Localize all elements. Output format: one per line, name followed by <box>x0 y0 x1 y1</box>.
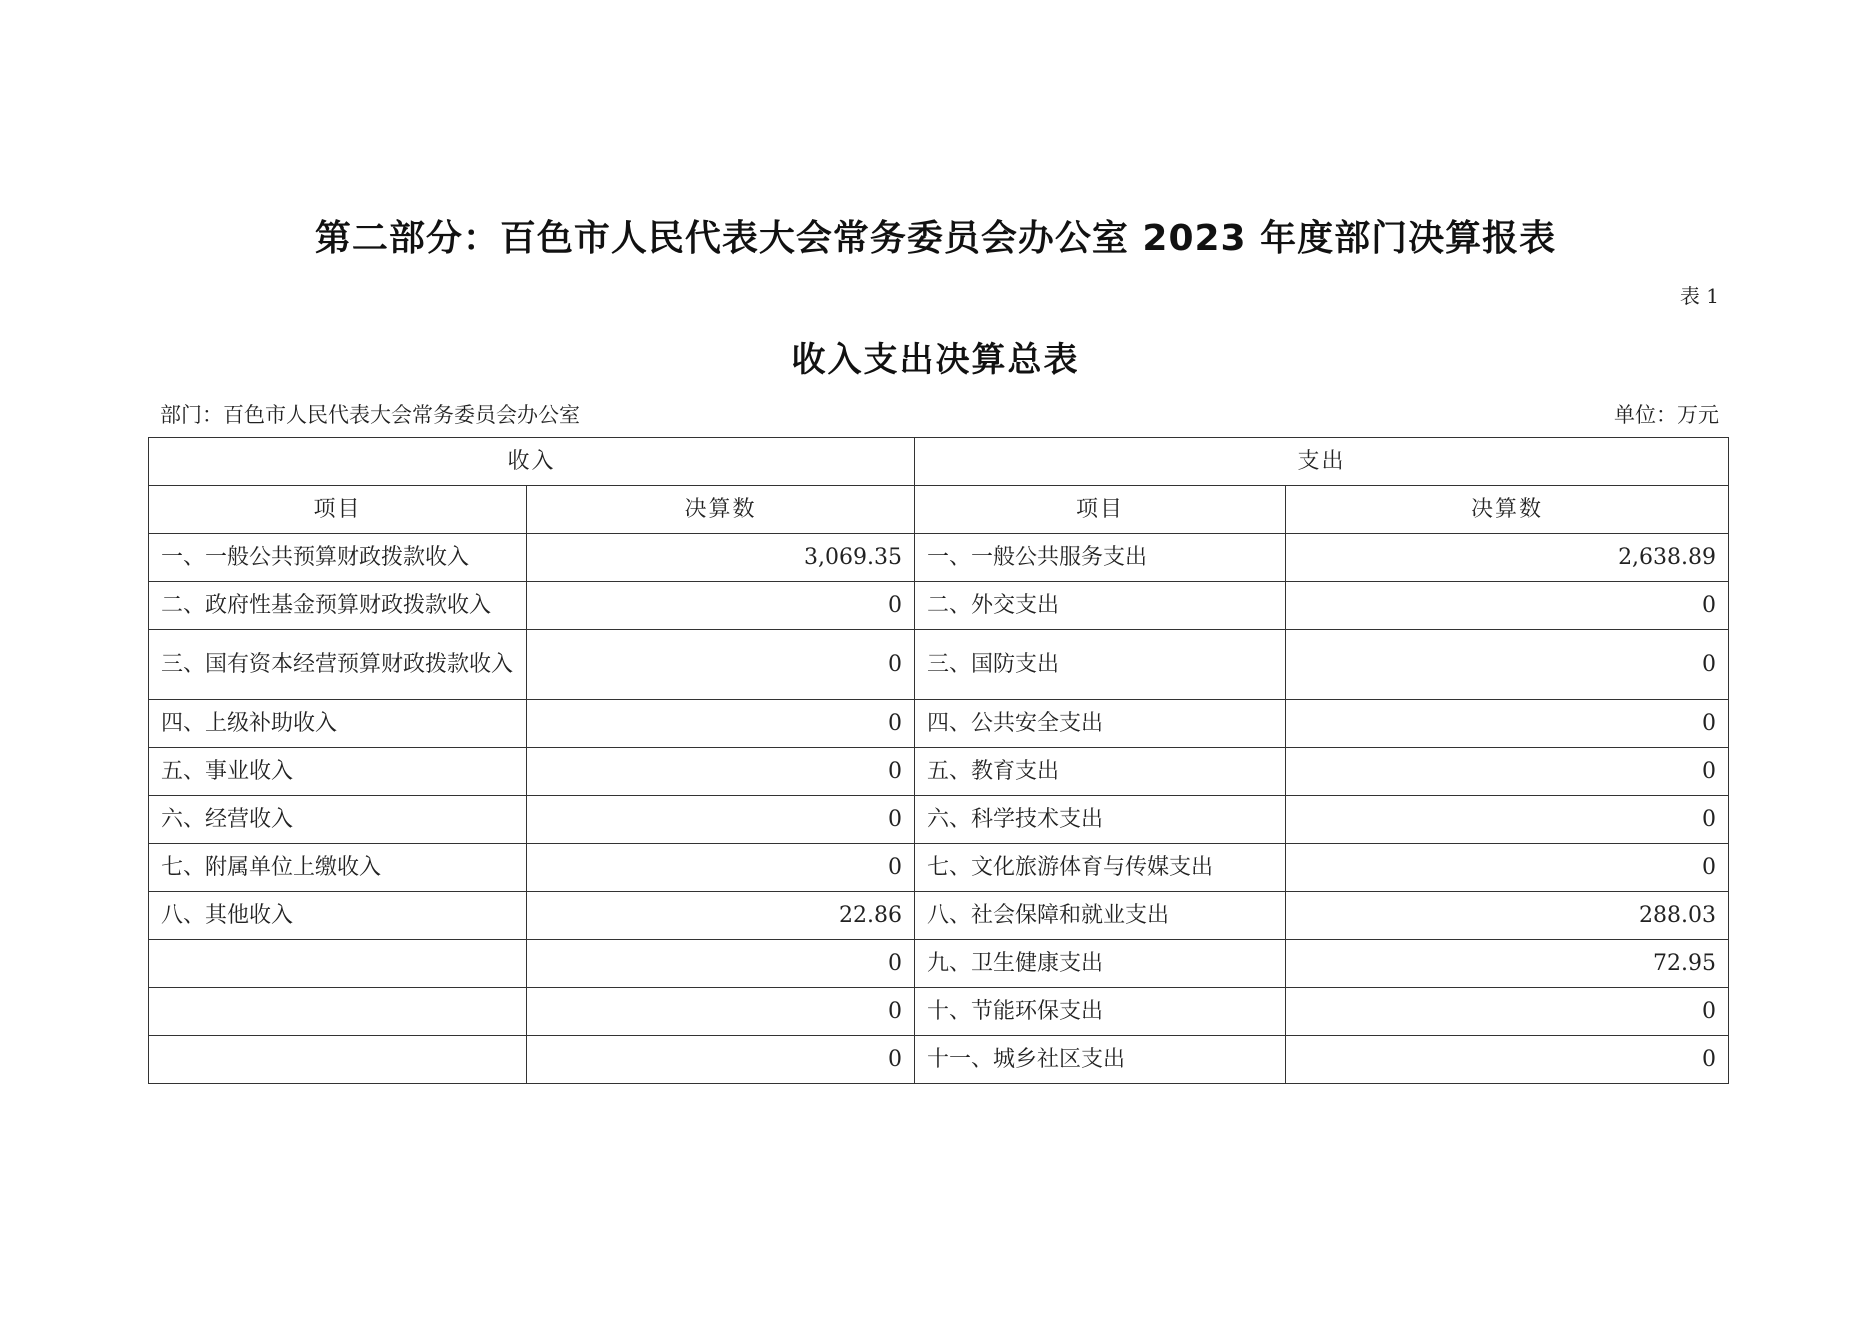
table-row <box>149 796 1729 844</box>
table-row <box>149 630 1729 700</box>
income-item: 七、附属单位上缴收入 <box>149 844 527 892</box>
table-number: 表 1 <box>1679 284 1719 308</box>
expense-item: 一、一般公共服务支出 <box>915 534 1286 582</box>
income-item: 一、一般公共预算财政拨款收入 <box>149 534 527 582</box>
income-header: 收入 <box>149 438 915 486</box>
expense-amount: 288.03 <box>1286 892 1729 940</box>
unit-label: 单位：万元 <box>1614 403 1719 427</box>
income-amount: 3,069.35 <box>527 534 915 582</box>
income-amount: 0 <box>527 1036 915 1084</box>
expense-item: 二、外交支出 <box>915 582 1286 630</box>
expense-item: 五、教育支出 <box>915 748 1286 796</box>
main-title: 第二部分：百色市人民代表大会常务委员会办公室 2023 年度部门决算报表 <box>314 218 1557 259</box>
table-row <box>149 748 1729 796</box>
table-row <box>149 892 1729 940</box>
income-item <box>149 940 527 988</box>
income-amount: 22.86 <box>527 892 915 940</box>
expense-item: 六、科学技术支出 <box>915 796 1286 844</box>
income-item: 三、国有资本经营预算财政拨款收入 <box>149 630 527 700</box>
expense-item: 八、社会保障和就业支出 <box>915 892 1286 940</box>
income-amount-header: 决算数 <box>527 486 915 534</box>
expense-amount: 2,638.89 <box>1286 534 1729 582</box>
expense-amount: 0 <box>1286 1036 1729 1084</box>
table-row <box>149 940 1729 988</box>
expense-item: 九、卫生健康支出 <box>915 940 1286 988</box>
income-amount: 0 <box>527 988 915 1036</box>
expense-amount: 0 <box>1286 796 1729 844</box>
income-amount: 0 <box>527 796 915 844</box>
income-item: 六、经营收入 <box>149 796 527 844</box>
table-title: 收入支出决算总表 <box>791 340 1080 380</box>
expense-item-header: 项目 <box>915 486 1286 534</box>
expense-amount: 0 <box>1286 748 1729 796</box>
expense-item: 四、公共安全支出 <box>915 700 1286 748</box>
table-row <box>149 988 1729 1036</box>
expense-header: 支出 <box>915 438 1729 486</box>
income-amount: 0 <box>527 844 915 892</box>
expense-amount-header: 决算数 <box>1286 486 1729 534</box>
expense-amount: 0 <box>1286 630 1729 700</box>
income-amount: 0 <box>527 700 915 748</box>
expense-item: 十、节能环保支出 <box>915 988 1286 1036</box>
expense-amount: 0 <box>1286 700 1729 748</box>
department-label: 部门：百色市人民代表大会常务委员会办公室 <box>160 403 580 427</box>
income-expense-table <box>148 437 1729 1084</box>
expense-amount: 72.95 <box>1286 940 1729 988</box>
expense-amount: 0 <box>1286 988 1729 1036</box>
income-amount: 0 <box>527 630 915 700</box>
column-header-row <box>149 486 1729 534</box>
income-item: 二、政府性基金预算财政拨款收入 <box>149 582 527 630</box>
expense-item: 十一、城乡社区支出 <box>915 1036 1286 1084</box>
expense-amount: 0 <box>1286 844 1729 892</box>
income-item-header: 项目 <box>149 486 527 534</box>
table-row <box>149 844 1729 892</box>
expense-item: 七、文化旅游体育与传媒支出 <box>915 844 1286 892</box>
income-amount: 0 <box>527 748 915 796</box>
income-item: 八、其他收入 <box>149 892 527 940</box>
income-amount: 0 <box>527 582 915 630</box>
income-item: 四、上级补助收入 <box>149 700 527 748</box>
section-header-row <box>149 438 1729 486</box>
income-item <box>149 1036 527 1084</box>
table-row <box>149 534 1729 582</box>
table-row <box>149 1036 1729 1084</box>
income-amount: 0 <box>527 940 915 988</box>
income-item <box>149 988 527 1036</box>
table-row <box>149 700 1729 748</box>
income-item: 五、事业收入 <box>149 748 527 796</box>
expense-amount: 0 <box>1286 582 1729 630</box>
expense-item: 三、国防支出 <box>915 630 1286 700</box>
table-row <box>149 582 1729 630</box>
